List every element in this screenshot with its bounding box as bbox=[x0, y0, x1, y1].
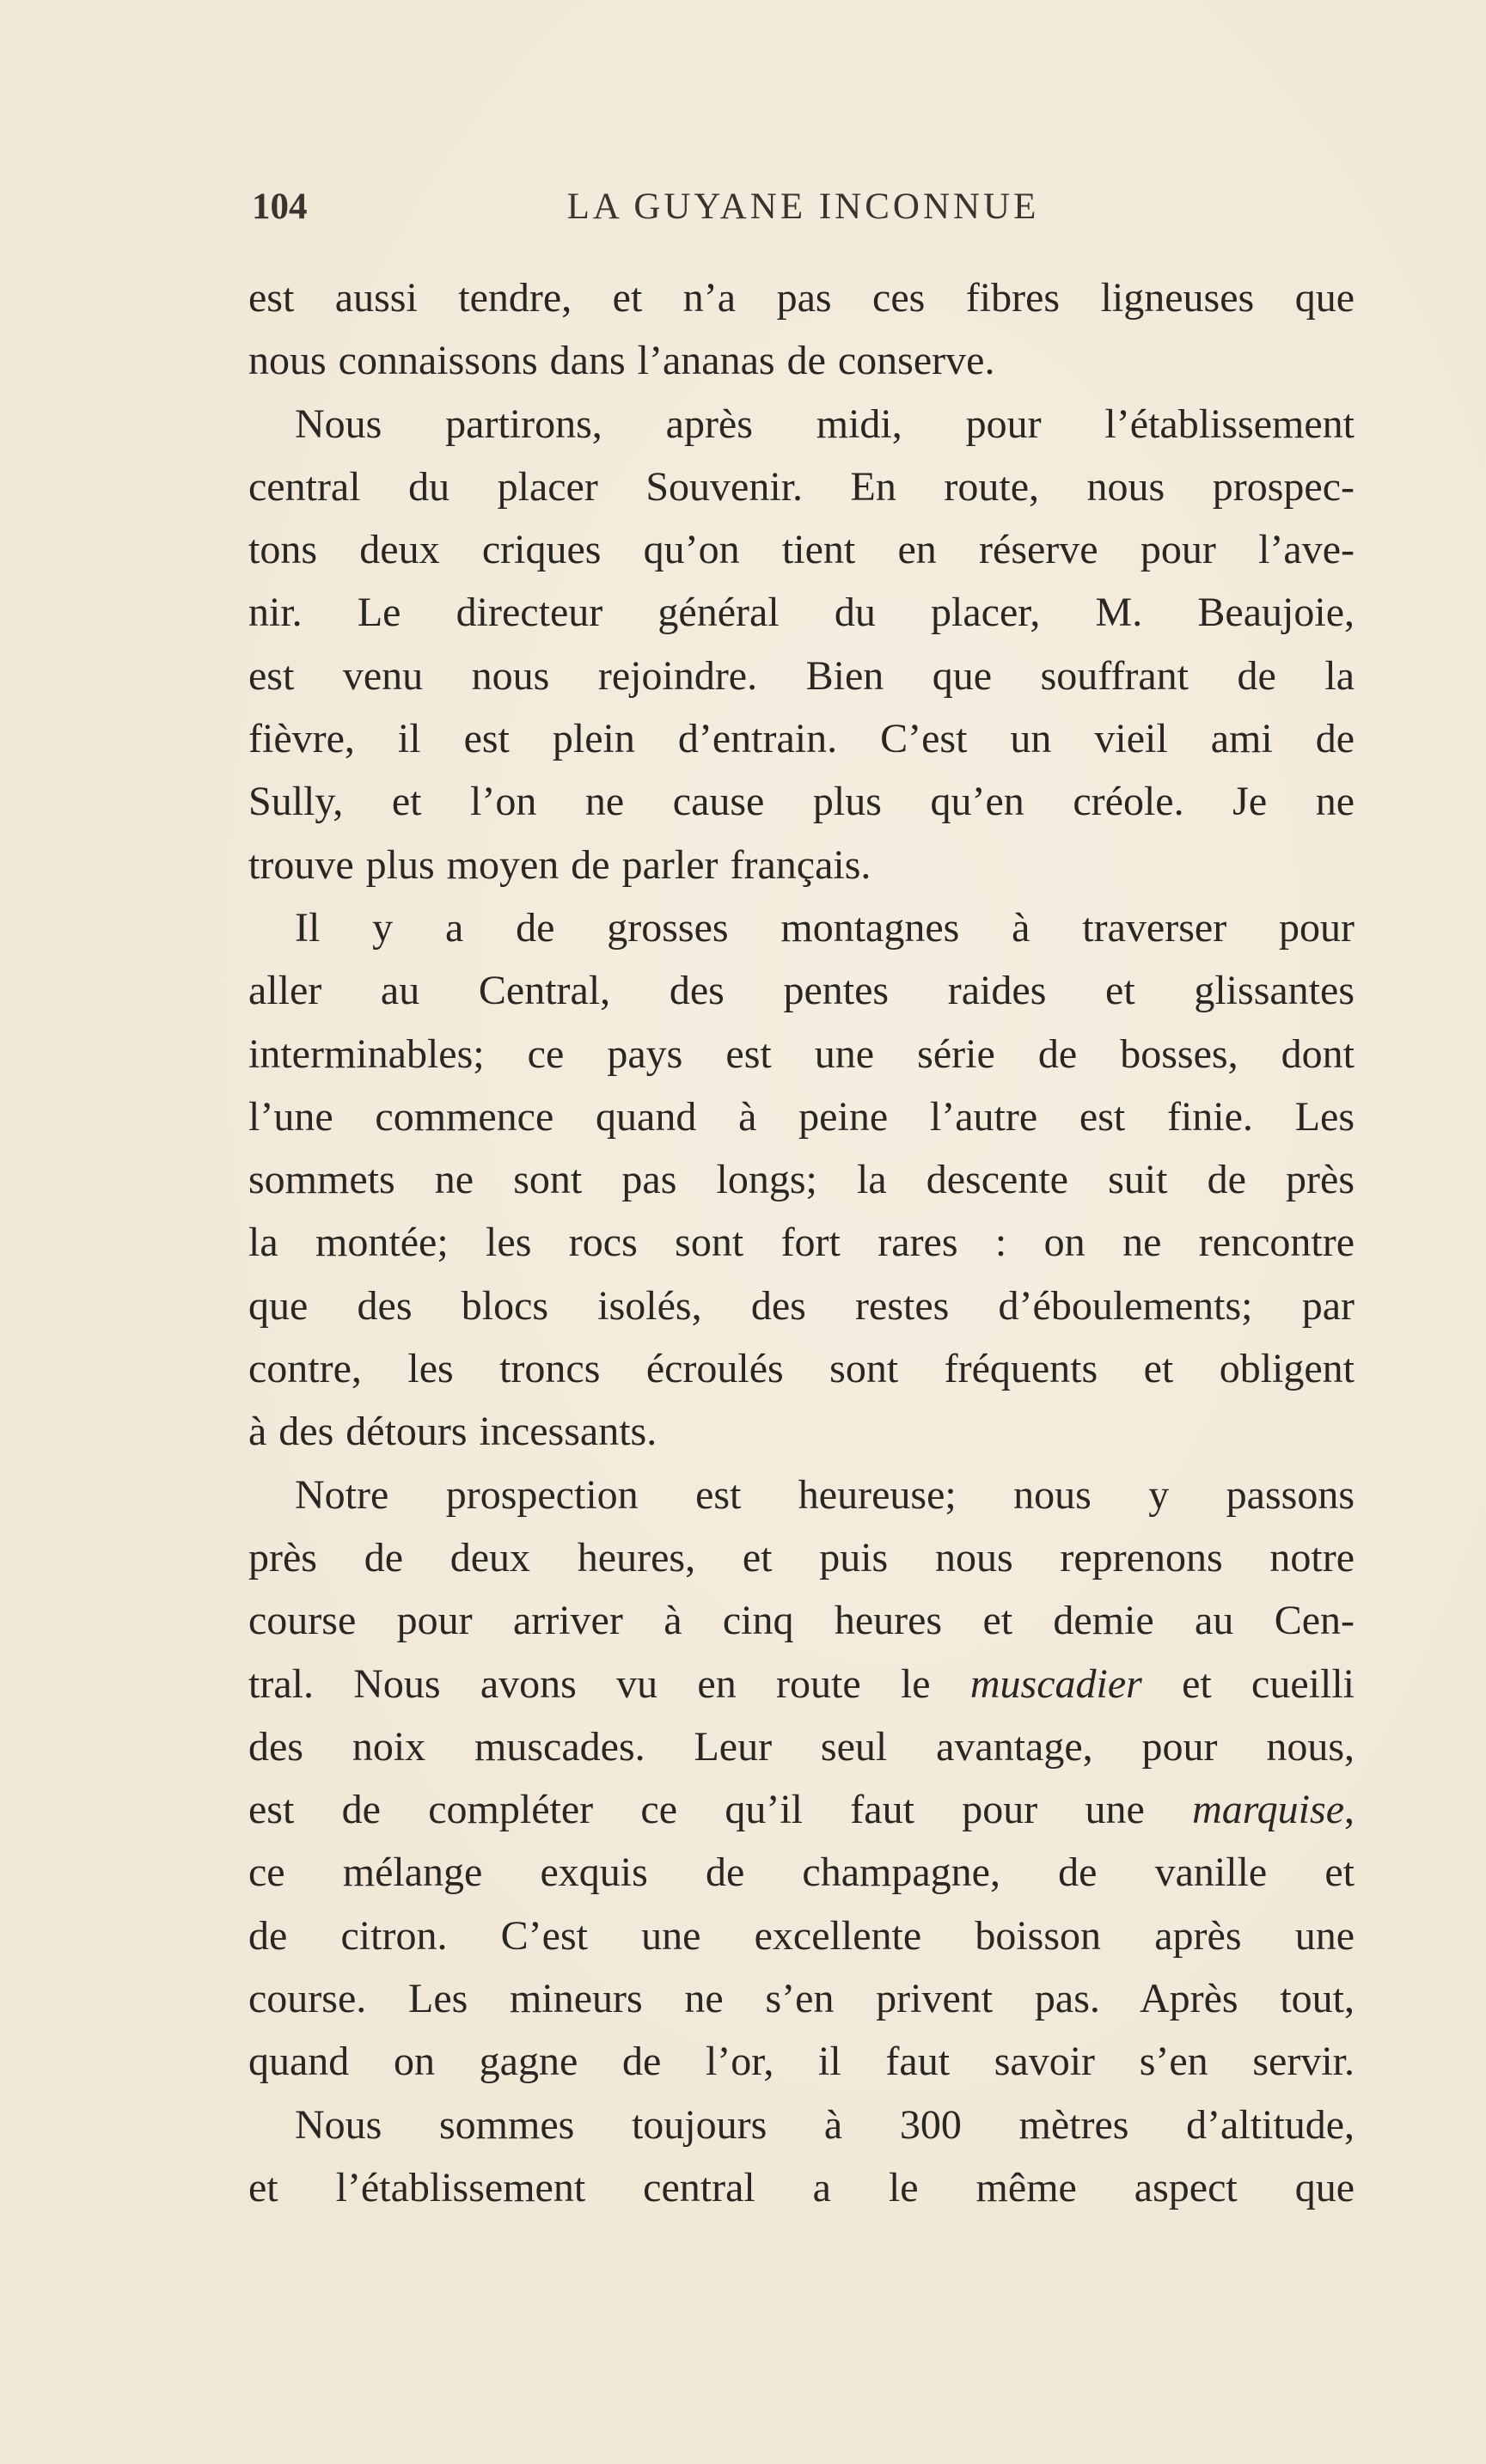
text-segment: est de compléter ce qu’il faut pour une bbox=[248, 1787, 1193, 1833]
text-line: central du placer Souvenir. En route, nous prospec- bbox=[248, 463, 1355, 510]
text-line: trouve plus moyen de parler français. bbox=[248, 841, 871, 888]
text-line: fièvre, il est plein d’entrain. C’est un vieil ami de bbox=[248, 716, 1355, 762]
text-line: tons deux criques qu’on tient en réserve pour l’ave- bbox=[248, 527, 1355, 573]
text-line-with-italic bbox=[248, 1778, 1355, 1841]
text-line: interminables; ce pays est une série de bosses, dont bbox=[248, 1030, 1355, 1077]
text-line: sommets ne sont pas longs; la descente suit de près bbox=[248, 1157, 1355, 1203]
text-line: course. Les mineurs ne s’en privent pas. Après tout, bbox=[248, 1976, 1355, 2022]
book-title: LA GUYANE INCONNUE bbox=[566, 186, 1040, 227]
text-line: aller au Central, des pentes raides et glissantes bbox=[248, 968, 1355, 1014]
text-line: de citron. C’est une excellente boisson après une bbox=[248, 1912, 1355, 1959]
text-line: nir. Le directeur général du placer, M. Beaujoie, bbox=[248, 590, 1355, 636]
text-segment: et cueilli bbox=[1141, 1660, 1355, 1707]
text-line: contre, les troncs écroulés sont fréquents et obligent bbox=[248, 1346, 1355, 1392]
text-line: course pour arriver à cinq heures et demie au Cen- bbox=[248, 1598, 1355, 1644]
italic-word: muscadier bbox=[969, 1660, 1142, 1707]
text-line: Sully, et l’on ne cause plus qu’en créole. Je ne bbox=[248, 779, 1355, 825]
text-line: Nous partirons, après midi, pour l’établissement bbox=[295, 400, 1355, 447]
text-line: est aussi tendre, et n’a pas ces fibres ligneuses que bbox=[248, 275, 1355, 321]
page-number: 104 bbox=[252, 186, 308, 227]
text-segment: tral. Nous avons vu en route le bbox=[248, 1660, 970, 1707]
text-segment: , bbox=[1344, 1787, 1355, 1833]
text-line: des noix muscades. Leur seul avantage, pour nous, bbox=[248, 1723, 1355, 1770]
text-line: quand on gagne de l’or, il faut savoir s’en servir. bbox=[248, 2039, 1355, 2085]
body-text bbox=[248, 266, 1355, 2219]
text-line: ce mélange exquis de champagne, de vanille et bbox=[248, 1850, 1355, 1896]
running-head bbox=[252, 186, 1355, 241]
text-line-with-italic bbox=[248, 1653, 1355, 1715]
text-line: Il y a de grosses montagnes à traverser pour bbox=[295, 904, 1355, 951]
text-line: Nous sommes toujours à 300 mètres d’altitude, bbox=[295, 2101, 1355, 2148]
italic-word: marquise bbox=[1192, 1787, 1344, 1833]
text-line: la montée; les rocs sont fort rares : on ne rencontre bbox=[248, 1220, 1355, 1266]
text-line: Notre prospection est heureuse; nous y passons bbox=[295, 1471, 1355, 1518]
text-line: que des blocs isolés, des restes d’éboulements; par bbox=[248, 1282, 1355, 1329]
text-line: et l’établissement central a le même aspect que bbox=[248, 2164, 1355, 2210]
text-line: près de deux heures, et puis nous reprenons notre bbox=[248, 1534, 1355, 1581]
text-line: est venu nous rejoindre. Bien que souffrant de la bbox=[248, 652, 1355, 699]
text-line: l’une commence quand à peine l’autre est finie. Les bbox=[248, 1093, 1355, 1140]
text-line: à des détours incessants. bbox=[248, 1409, 657, 1455]
text-line: nous connaissons dans l’ananas de conserve. bbox=[248, 338, 995, 384]
